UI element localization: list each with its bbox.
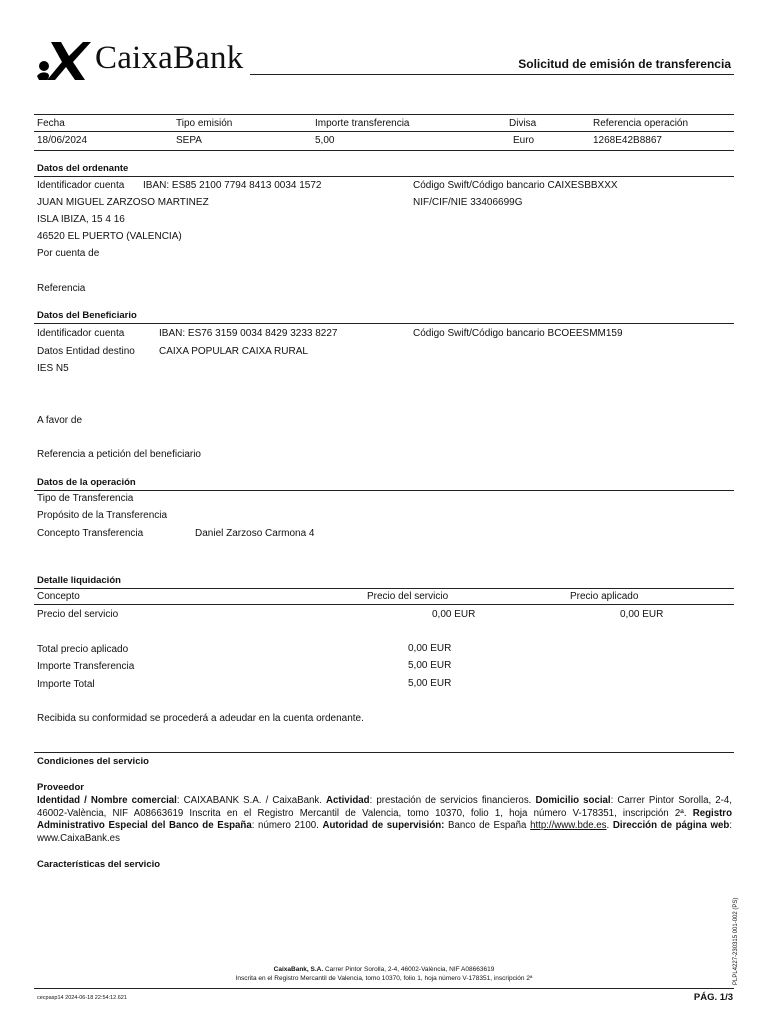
footer-timestamp: cecpasp14 2024-06-18 22:54:12.621 — [37, 995, 127, 1001]
star-logo-icon — [35, 40, 93, 82]
ordenante-iban: IBAN: ES85 2100 7794 8413 0034 1572 — [143, 180, 322, 191]
footer-registry: Inscrita en el Registro Mercantil de Valencia, tomo 10370, folio 1, hoja número V-178351, inscripción 2ª — [235, 975, 533, 982]
ordenante-address-1: ISLA IBIZA, 15 4 16 — [37, 214, 125, 225]
beneficiario-entidad-label: Datos Entidad destino — [37, 346, 135, 357]
summary-mid-rule — [34, 131, 734, 132]
liquidacion-total-label: Total precio aplicado — [37, 644, 129, 655]
condiciones-rule — [34, 752, 734, 753]
operacion-tipo: Tipo de Transferencia — [37, 493, 134, 504]
identidad-value: : CAIXABANK S.A. / CaixaBank. — [176, 795, 322, 806]
liquidacion-col-precio: Precio del servicio — [367, 591, 449, 602]
ordenante-por-cuenta: Por cuenta de — [37, 248, 100, 259]
liquidacion-importe-total-value: 5,00 EUR — [408, 678, 452, 689]
liquidacion-col-aplicado: Precio aplicado — [570, 591, 639, 602]
liquidacion-header-rule — [34, 604, 734, 605]
domicilio-label: Domicilio social — [535, 795, 611, 806]
autoridad-value: Banco de España — [444, 820, 531, 832]
direccion-label: Dirección de página web — [612, 820, 730, 832]
summary-value-referencia: 1268E42B8867 — [593, 135, 662, 146]
operacion-rule — [34, 490, 734, 491]
ordenante-referencia: Referencia — [37, 283, 86, 294]
liquidacion-row-precio: 0,00 EUR — [432, 609, 476, 620]
liquidacion-col-concepto: Concepto — [37, 591, 80, 602]
document-title: Solicitud de emisión de transferencia — [518, 57, 731, 71]
summary-header-tipo: Tipo emisión — [176, 118, 233, 129]
operacion-proposito: Propósito de la Transferencia — [37, 510, 168, 521]
beneficiario-referencia: Referencia a petición del beneficiario — [37, 449, 201, 460]
summary-header-referencia: Referencia operación — [593, 118, 689, 129]
condiciones-section-title: Condiciones del servicio — [37, 756, 149, 767]
liquidacion-section-title: Detalle liquidación — [37, 575, 121, 586]
direccion-value: : www.CaixaBank.es — [37, 820, 733, 845]
ordenante-section-title: Datos del ordenante — [37, 163, 129, 174]
liquidacion-rule — [34, 588, 734, 589]
summary-bottom-rule — [34, 150, 734, 151]
liquidacion-total-value: 0,00 EUR — [408, 643, 452, 654]
registro-label: Registro Administrativo Especial del Banco de España — [37, 807, 732, 832]
liquidacion-importe-label: Importe Transferencia — [37, 661, 135, 672]
summary-value-importe: 5,00 — [315, 135, 335, 146]
summary-header-divisa: Divisa — [509, 118, 537, 129]
ordenante-nif: NIF/CIF/NIE 33406699G — [413, 197, 523, 208]
identidad-label: Identidad / Nombre comercial — [37, 795, 177, 806]
summary-header-importe: Importe transferencia — [315, 118, 410, 129]
footer-company: CaixaBank, S.A. — [273, 966, 324, 973]
side-form-code: PLPL4227-230315 001-002 (PS) — [733, 897, 739, 985]
autoridad-label: Autoridad de supervisión: — [322, 820, 445, 832]
caixabank-logo — [35, 40, 245, 82]
beneficiario-rule — [34, 323, 734, 324]
liquidacion-conformidad: Recibida su conformidad se procederá a adeudar en la cuenta ordenante. — [37, 713, 364, 724]
caracteristicas-heading: Características del servicio — [37, 859, 161, 870]
beneficiario-name: IES N5 — [37, 363, 69, 374]
liquidacion-row-label: Precio del servicio — [37, 609, 119, 620]
liquidacion-importe-value: 5,00 EUR — [408, 660, 452, 671]
beneficiario-swift: Código Swift/Código bancario BCOEESMM159 — [413, 328, 623, 339]
operacion-concepto: Daniel Zarzoso Carmona 4 — [195, 528, 315, 539]
liquidacion-row-aplicado: 0,00 EUR — [620, 609, 664, 620]
footer-address — [0, 965, 768, 974]
footer-line-1: Carrer Pintor Sorolla, 2-4, 46002-València, NIF A08663619 — [323, 966, 495, 973]
summary-value-tipo: SEPA — [176, 135, 202, 146]
footer-rule — [34, 988, 734, 989]
summary-value-fecha: 18/06/2024 — [37, 135, 88, 146]
beneficiario-a-favor: A favor de — [37, 415, 83, 426]
beneficiario-section-title: Datos del Beneficiario — [37, 310, 137, 321]
liquidacion-importe-total-label: Importe Total — [37, 679, 95, 690]
ordenante-name: JUAN MIGUEL ZARZOSO MARTINEZ — [37, 197, 209, 208]
page-number: PÁG. 1/3 — [693, 992, 733, 1003]
summary-value-divisa: Euro — [513, 135, 535, 146]
actividad-label: Actividad — [326, 795, 370, 806]
actividad-value: : prestación de servicios financieros. — [369, 795, 532, 806]
operacion-concepto-label: Concepto Transferencia — [37, 528, 144, 539]
summary-header-fecha: Fecha — [37, 118, 65, 129]
summary-top-rule — [34, 114, 734, 115]
header-rule — [250, 74, 734, 75]
beneficiario-id-label: Identificador cuenta — [37, 328, 125, 339]
domicilio-value: : Carrer Pintor Sorolla, 2-4, 46002-València, NIF A08663619 Inscrita en el Registro Mercantil de Valencia, tomo 10370, folio 1, hoja número V-178351, inscripción 2ª. — [37, 795, 732, 819]
proveedor-heading: Proveedor — [37, 782, 84, 793]
proveedor-legal-text: Identidad / Nombre comercial: CAIXABANK S.A. / CaixaBank. Actividad: prestación de servicios financieros. Domicilio social: Carrer Pintor Sorolla, 2-4, 46002-València, NIF A08663619 Inscrita en el Registro Mercantil de Valencia, tomo 10370, folio 1, hoja número V-178351, inscripción 2ª. Registro Administrativo Especial del Banco de España: número 2100. Autoridad de supervisión: Banco de España http://www.bde.es. Dirección de página web: www.CaixaBank.es — [37, 795, 733, 845]
beneficiario-iban: IBAN: ES76 3159 0034 8429 3233 8227 — [159, 328, 338, 339]
registro-value: : número 2100. — [251, 820, 319, 832]
bde-link[interactable]: http://www.bde.es — [530, 820, 607, 832]
ordenante-swift: Código Swift/Código bancario CAIXESBBXXX — [413, 180, 618, 191]
brand-wordmark: CaixaBank — [95, 40, 244, 76]
ordenante-rule — [34, 176, 734, 177]
operacion-section-title: Datos de la operación — [37, 477, 136, 488]
beneficiario-entidad: CAIXA POPULAR CAIXA RURAL — [159, 346, 308, 357]
ordenante-id-label: Identificador cuenta — [37, 180, 125, 191]
ordenante-address-2: 46520 EL PUERTO (VALENCIA) — [37, 231, 182, 242]
